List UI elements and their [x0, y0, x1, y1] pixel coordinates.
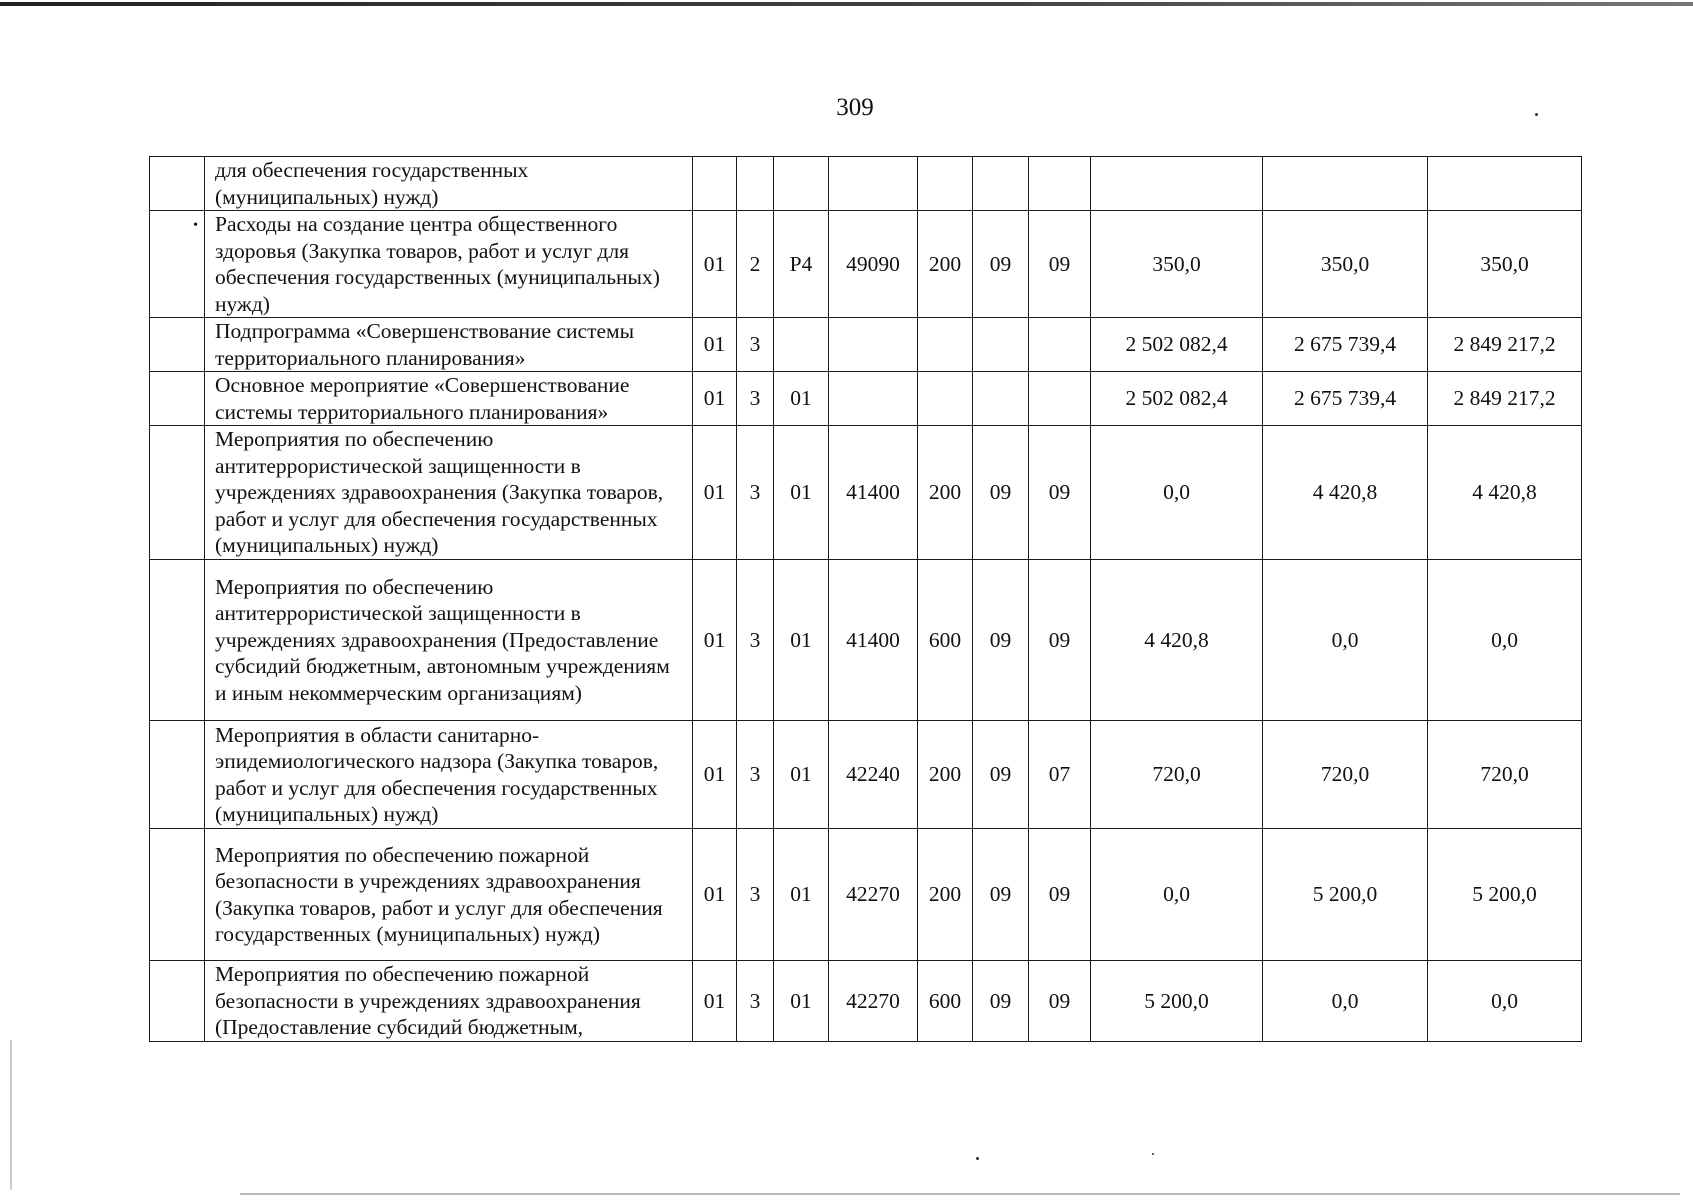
code-cell: [918, 157, 973, 211]
amount-cell: 2 849 217,2: [1428, 318, 1582, 372]
row-index-cell: [150, 721, 205, 829]
budget-table: [149, 156, 1582, 1042]
table-row: [150, 211, 1582, 318]
row-index-cell: [150, 829, 205, 961]
row-name: Основное мероприятие «Совершенствование системы территориального планирования»: [205, 372, 693, 426]
code-cell: 2: [737, 211, 774, 318]
code-cell: 09: [1029, 961, 1091, 1042]
code-cell: [1029, 318, 1091, 372]
row-name: для обеспечения государственных (муниципальных) нужд): [205, 157, 693, 211]
table-row: [150, 318, 1582, 372]
code-cell: 42270: [829, 829, 918, 961]
scan-speck: [1152, 1153, 1154, 1155]
amount-cell: [1091, 157, 1263, 211]
code-cell: 09: [973, 426, 1029, 560]
amount-cell: 350,0: [1091, 211, 1263, 318]
code-cell: 41400: [829, 426, 918, 560]
code-cell: 01: [693, 426, 737, 560]
amount-cell: 720,0: [1091, 721, 1263, 829]
code-cell: [829, 318, 918, 372]
row-name: Подпрограмма «Совершенствование системы территориального планирования»: [205, 318, 693, 372]
amount-cell: [1263, 157, 1428, 211]
code-cell: 01: [693, 211, 737, 318]
row-name: Мероприятия по обеспечению антитеррористической защищенности в учреждениях здравоохранения (Закупка товаров, работ и услуг для обеспечения государственных (муниципальных) нужд): [205, 426, 693, 560]
row-index-cell: [150, 372, 205, 426]
code-cell: 600: [918, 560, 973, 721]
amount-cell: 5 200,0: [1091, 961, 1263, 1042]
amount-cell: 0,0: [1263, 560, 1428, 721]
code-cell: [973, 157, 1029, 211]
amount-cell: 4 420,8: [1263, 426, 1428, 560]
row-index-cell: [150, 560, 205, 721]
code-cell: 3: [737, 560, 774, 721]
page-number: 309: [836, 94, 874, 121]
left-scan-mark: [10, 1040, 12, 1190]
row-name: Мероприятия в области санитарно-эпидемиологического надзора (Закупка товаров, работ и услуг для обеспечения государственных (муниципальных) нужд): [205, 721, 693, 829]
code-cell: 09: [973, 560, 1029, 721]
code-cell: [973, 318, 1029, 372]
amount-cell: 0,0: [1091, 829, 1263, 961]
code-cell: 3: [737, 961, 774, 1042]
table-row: [150, 372, 1582, 426]
code-cell: 3: [737, 721, 774, 829]
row-index-cell: [150, 426, 205, 560]
amount-cell: 2 502 082,4: [1091, 372, 1263, 426]
code-cell: 01: [774, 372, 829, 426]
row-name: Расходы на создание центра общественного здоровья (Закупка товаров, работ и услуг для обеспечения государственных (муниципальных) нужд): [205, 211, 693, 318]
code-cell: 600: [918, 961, 973, 1042]
code-cell: 07: [1029, 721, 1091, 829]
code-cell: 09: [973, 961, 1029, 1042]
code-cell: [829, 372, 918, 426]
code-cell: 3: [737, 372, 774, 426]
bottom-scan-edge: [240, 1193, 1680, 1195]
code-cell: 3: [737, 318, 774, 372]
code-cell: 09: [973, 721, 1029, 829]
code-cell: [973, 372, 1029, 426]
code-cell: 01: [774, 721, 829, 829]
code-cell: 01: [774, 426, 829, 560]
code-cell: 01: [693, 829, 737, 961]
code-cell: [1029, 157, 1091, 211]
table-row: [150, 560, 1582, 721]
code-cell: [918, 372, 973, 426]
amount-cell: 0,0: [1428, 961, 1582, 1042]
code-cell: 01: [774, 829, 829, 961]
code-cell: 200: [918, 829, 973, 961]
table-row: [150, 829, 1582, 961]
table-row: [150, 721, 1582, 829]
code-cell: 41400: [829, 560, 918, 721]
code-cell: [918, 318, 973, 372]
code-cell: 49090: [829, 211, 918, 318]
code-cell: [774, 157, 829, 211]
amount-cell: 350,0: [1428, 211, 1582, 318]
amount-cell: [1428, 157, 1582, 211]
code-cell: [737, 157, 774, 211]
scan-speck: [976, 1157, 979, 1160]
table-row: [150, 961, 1582, 1042]
amount-cell: 350,0: [1263, 211, 1428, 318]
code-cell: 09: [1029, 426, 1091, 560]
code-cell: 01: [774, 961, 829, 1042]
row-index-cell: [150, 961, 205, 1042]
code-cell: 01: [693, 560, 737, 721]
amount-cell: 0,0: [1091, 426, 1263, 560]
bullet-mark: •: [193, 218, 198, 233]
amount-cell: 2 675 739,4: [1263, 318, 1428, 372]
code-cell: 09: [1029, 211, 1091, 318]
amount-cell: 0,0: [1263, 961, 1428, 1042]
amount-cell: 2 675 739,4: [1263, 372, 1428, 426]
code-cell: [1029, 372, 1091, 426]
amount-cell: 4 420,8: [1091, 560, 1263, 721]
amount-cell: 720,0: [1263, 721, 1428, 829]
row-index-cell: [150, 157, 205, 211]
amount-cell: 2 849 217,2: [1428, 372, 1582, 426]
row-name: Мероприятия по обеспечению пожарной безопасности в учреждениях здравоохранения (Закупка товаров, работ и услуг для обеспечения государственных (муниципальных) нужд): [205, 829, 693, 961]
code-cell: 42270: [829, 961, 918, 1042]
code-cell: 09: [1029, 560, 1091, 721]
code-cell: 200: [918, 211, 973, 318]
code-cell: 3: [737, 829, 774, 961]
code-cell: 01: [693, 372, 737, 426]
code-cell: 09: [1029, 829, 1091, 961]
scan-speck: [1535, 113, 1538, 116]
row-index-cell: [150, 318, 205, 372]
code-cell: [693, 157, 737, 211]
code-cell: 42240: [829, 721, 918, 829]
amount-cell: 5 200,0: [1428, 829, 1582, 961]
code-cell: 01: [693, 721, 737, 829]
row-name: Мероприятия по обеспечению пожарной безопасности в учреждениях здравоохранения (Предоставление субсидий бюджетным,: [205, 961, 693, 1042]
code-cell: 01: [693, 961, 737, 1042]
code-cell: [829, 157, 918, 211]
amount-cell: 0,0: [1428, 560, 1582, 721]
code-cell: 3: [737, 426, 774, 560]
code-cell: 200: [918, 426, 973, 560]
code-cell: 200: [918, 721, 973, 829]
code-cell: 09: [973, 211, 1029, 318]
amount-cell: 4 420,8: [1428, 426, 1582, 560]
amount-cell: 720,0: [1428, 721, 1582, 829]
row-index-cell: [150, 211, 205, 318]
table-row: [150, 426, 1582, 560]
top-scan-edge: [0, 2, 1693, 6]
code-cell: P4: [774, 211, 829, 318]
amount-cell: 5 200,0: [1263, 829, 1428, 961]
table-row: [150, 157, 1582, 211]
code-cell: [774, 318, 829, 372]
code-cell: 09: [973, 829, 1029, 961]
amount-cell: 2 502 082,4: [1091, 318, 1263, 372]
row-name: Мероприятия по обеспечению антитеррористической защищенности в учреждениях здравоохранения (Предоставление субсидий бюджетным, автономным учреждениям и иным некоммерческим организациям): [205, 560, 693, 721]
code-cell: 01: [693, 318, 737, 372]
code-cell: 01: [774, 560, 829, 721]
